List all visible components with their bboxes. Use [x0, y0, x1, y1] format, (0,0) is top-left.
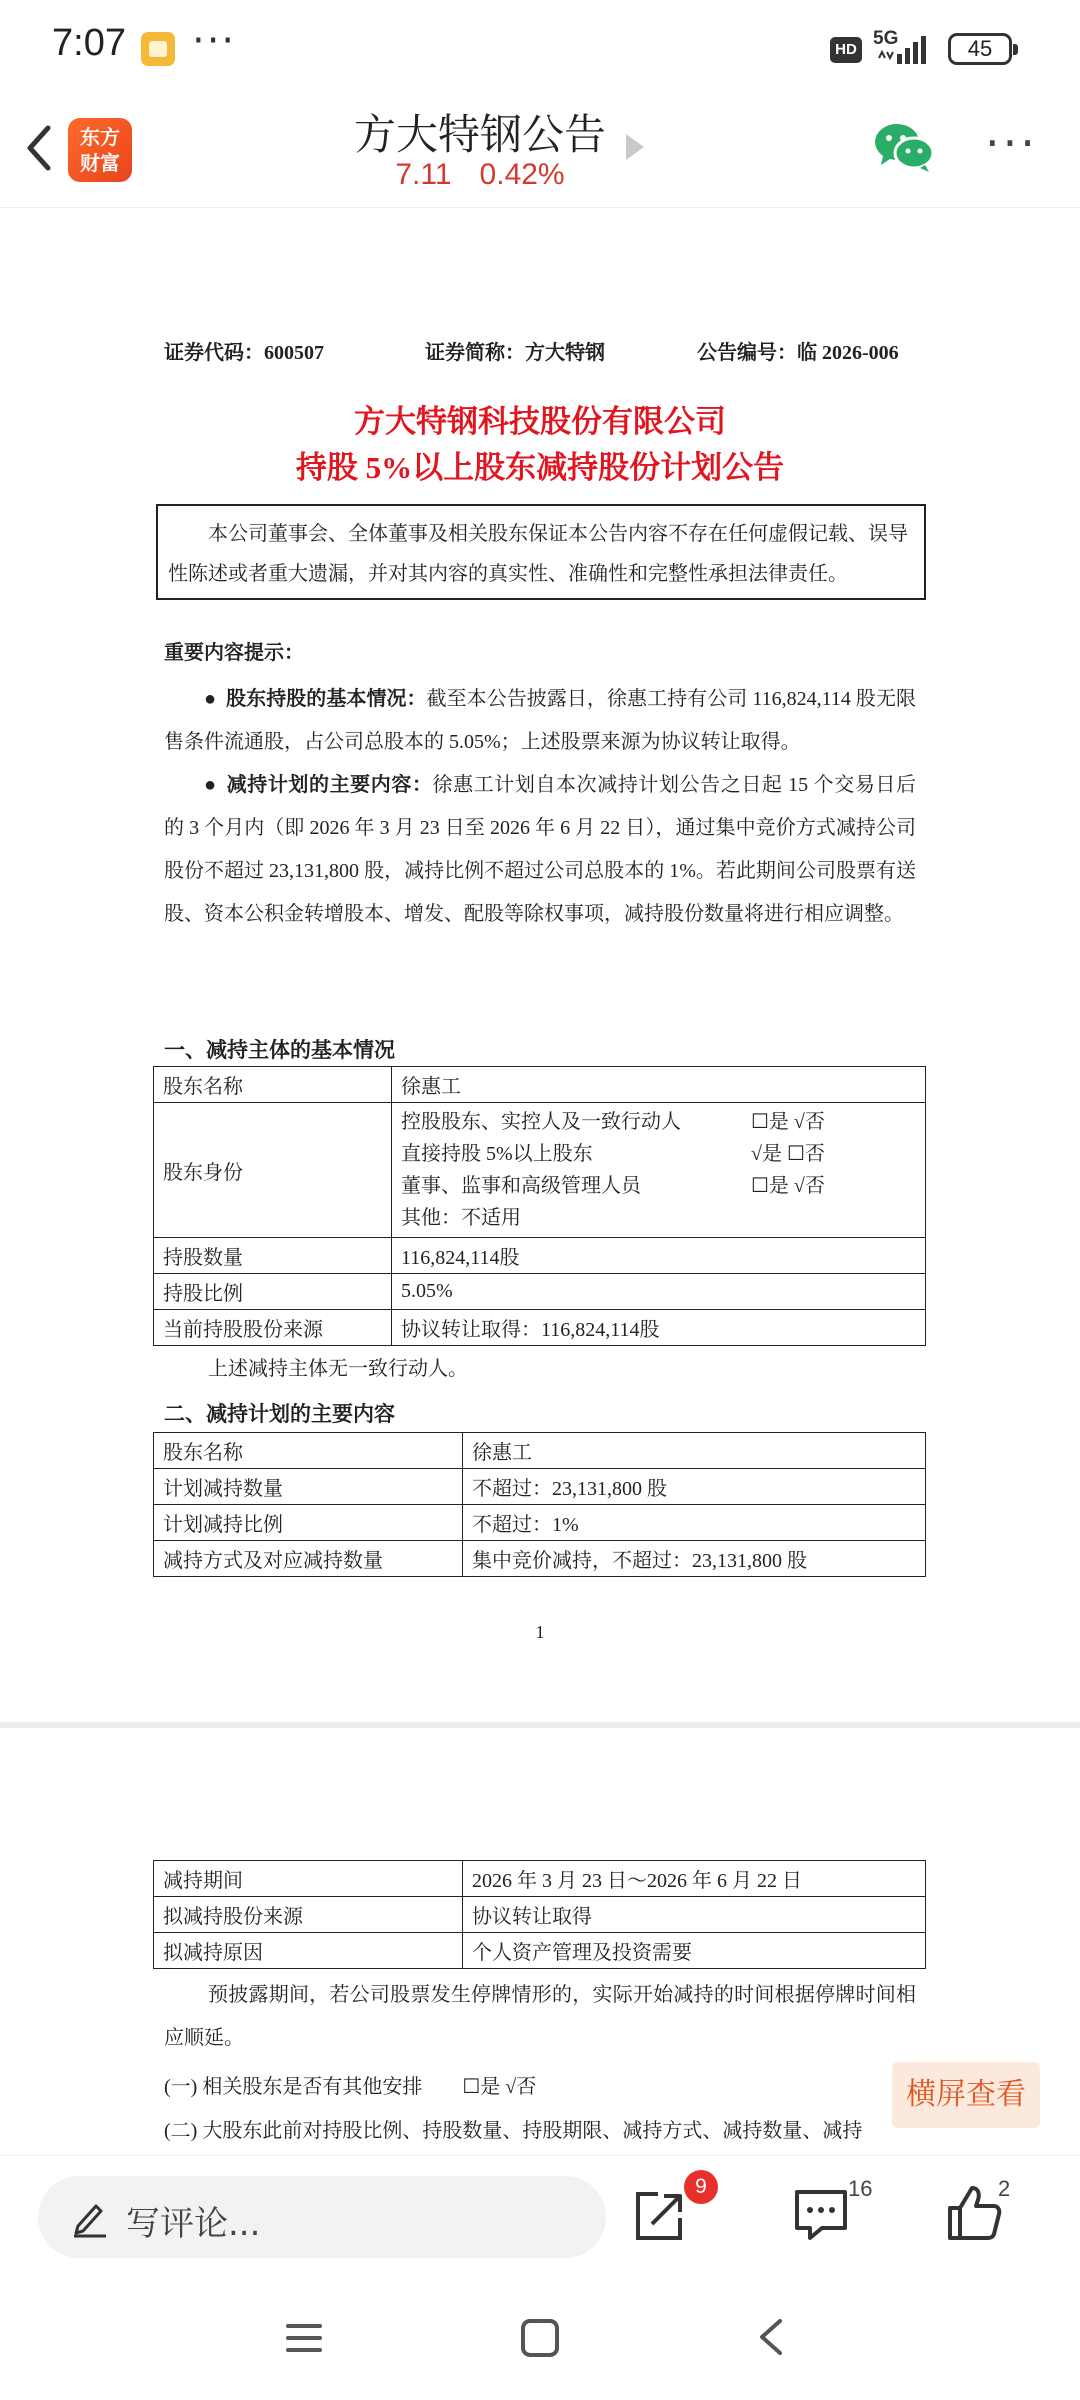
no-concert-note: 上述减持主体无一致行动人。 — [208, 1358, 468, 1380]
table-row — [154, 1310, 926, 1346]
table-row — [154, 1067, 926, 1103]
identity-cell — [392, 1103, 926, 1238]
bullet-2-label: 减持计划的主要内容： — [226, 774, 433, 796]
document-title-line2: 持股 5%以上股东减持股份计划公告 — [295, 450, 785, 485]
table-row — [154, 1505, 926, 1541]
reduction-plan-table — [153, 1432, 926, 1577]
like-icon[interactable] — [946, 2184, 1002, 2242]
table-row — [154, 1933, 926, 1969]
security-code: 证券代码：600507 — [164, 342, 324, 364]
recent-apps-icon[interactable] — [284, 2320, 324, 2356]
status-bar — [0, 0, 1080, 100]
expand-arrow-icon[interactable] — [626, 134, 644, 160]
section-2-title: 二、减持计划的主要内容 — [164, 1402, 395, 1426]
page-number: 1 — [535, 1622, 545, 1642]
network-type-label: 5G — [873, 28, 899, 49]
table-row — [154, 1541, 926, 1577]
table-cell-value: 集中竞价减持，不超过：23,131,800 股 — [463, 1541, 926, 1577]
table-cell-value: 116,824,114股 — [392, 1238, 926, 1274]
nav-back-icon[interactable] — [754, 2315, 788, 2359]
stock-quote — [0, 158, 960, 192]
bullet-2-text: 徐惠工计划自本次减持计划公告之日起 15 个交易日后的 3 个月内（即 2026 年 3 月 23 日至 2026 年 6 月 22 日），通过集中竞价方式减持公司股份不超过 23,131,800 股，减持比例不超过公司总股本的 1%。若此期间公司股票有送股、资本公积金转增股本、增发、配股等除权事项，减持股份数量将进行相应调整。 — [164, 774, 916, 925]
table-cell-label: 减持方式及对应减持数量 — [154, 1541, 463, 1577]
comment-placeholder: 写评论... — [126, 2204, 261, 2244]
hd-voice-icon: HD — [830, 37, 862, 63]
highlight-bullet-1 — [164, 678, 916, 764]
reduction-period-table — [153, 1860, 926, 1969]
table-cell-label: 股东名称 — [154, 1433, 463, 1469]
document-title-line1: 方大特钢科技股份有限公司 — [354, 404, 726, 439]
bullet-icon: ● — [204, 688, 217, 710]
table-cell-value: 不超过：1% — [463, 1505, 926, 1541]
identity-row: 董事、监事和高级管理人员 ☐是 √否 — [401, 1175, 825, 1197]
security-abbr: 证券简称：方大特钢 — [425, 342, 605, 364]
table-cell-value: 协议转让取得：116,824,114股 — [392, 1310, 926, 1346]
item-2: (二) 大股东此前对持股比例、持股数量、持股期限、减持方式、减持数量、减持 — [164, 2120, 863, 2142]
item-1: (一) 相关股东是否有其他安排 ☐是 √否 — [164, 2076, 537, 2098]
table-cell-value: 不超过：23,131,800 股 — [463, 1469, 926, 1505]
app-header — [0, 100, 1080, 208]
disclaimer-box: 本公司董事会、全体董事及相关股东保证本公告内容不存在任何虚假记载、误导性陈述或者重大遗漏，并对其内容的真实性、准确性和完整性承担法律责任。 — [156, 504, 926, 600]
logo-text-top: 东方 — [80, 125, 120, 149]
table-cell-value: 徐惠工 — [392, 1067, 926, 1103]
landscape-view-button[interactable]: 横屏查看 — [892, 2062, 1040, 2128]
logo-text-bottom: 财富 — [80, 151, 120, 175]
table-row — [154, 1238, 926, 1274]
share-count-badge: 9 — [684, 2170, 718, 2204]
table-cell-label: 计划减持数量 — [154, 1469, 463, 1505]
table-row — [154, 1469, 926, 1505]
suspension-note: 预披露期间，若公司股票发生停牌情形的，实际开始减持的时间根据停牌时间相应顺延。 — [164, 1984, 916, 2049]
table-row — [154, 1103, 926, 1238]
table-cell-value: 协议转让取得 — [463, 1897, 926, 1933]
more-options-icon[interactable]: ··· — [985, 116, 1038, 170]
table-cell-label: 拟减持股份来源 — [154, 1897, 463, 1933]
battery-icon: 45 — [948, 33, 1012, 65]
table-row — [154, 1433, 926, 1469]
pen-icon — [70, 2196, 110, 2238]
table-cell-label: 拟减持原因 — [154, 1933, 463, 1969]
highlight-bullet-2 — [164, 764, 916, 936]
bullet-icon: ● — [204, 774, 217, 796]
signal-icon — [875, 32, 935, 66]
status-time: 7:07 — [52, 22, 126, 64]
table-cell-label: 持股数量 — [154, 1238, 392, 1274]
comments-icon[interactable] — [792, 2186, 850, 2242]
identity-row: 直接持股 5%以上股东 √是 ☐否 — [401, 1143, 825, 1165]
bullet-1-text: 截至本公告披露日，徐惠工持有公司 116,824,114 股无限售条件流通股，占公司总股本的 5.05%；上述股票来源为协议转让取得。 — [164, 688, 916, 753]
share-icon[interactable] — [630, 2186, 690, 2246]
table-cell-value: 个人资产管理及投资需要 — [463, 1933, 926, 1969]
stock-change: 0.42% — [479, 158, 565, 191]
like-count: 2 — [998, 2176, 1011, 2201]
table-cell-label: 计划减持比例 — [154, 1505, 463, 1541]
shareholder-info-table — [153, 1066, 926, 1346]
page-separator — [0, 1722, 1080, 1728]
announcement-number: 公告编号：临 2026-006 — [697, 342, 899, 364]
table-cell-label: 当前持股股份来源 — [154, 1310, 392, 1346]
table-cell-value: 5.05% — [392, 1274, 926, 1310]
identity-row: 控股股东、实控人及一致行动人 ☐是 √否 — [401, 1111, 825, 1133]
identity-row: 其他：不适用 — [401, 1207, 521, 1229]
wechat-share-icon[interactable] — [873, 120, 935, 174]
home-icon[interactable] — [521, 2319, 559, 2357]
comment-count: 16 — [848, 2176, 873, 2201]
table-row — [154, 1897, 926, 1933]
table-cell-label: 减持期间 — [154, 1861, 463, 1897]
table-row — [154, 1861, 926, 1897]
table-cell-label: 股东名称 — [154, 1067, 392, 1103]
table-cell-label: 股东身份 — [154, 1103, 392, 1238]
stock-title[interactable]: 方大特钢公告 — [353, 110, 606, 159]
system-nav-bar — [0, 2285, 1080, 2400]
highlights-heading: 重要内容提示： — [164, 642, 304, 664]
comment-input[interactable] — [38, 2176, 606, 2258]
section-1-title: 一、减持主体的基本情况 — [164, 1038, 395, 1062]
more-notifications-icon: ··· — [192, 18, 237, 64]
stock-price: 7.11 — [395, 158, 452, 191]
table-cell-value: 2026 年 3 月 23 日～2026 年 6 月 22 日 — [463, 1861, 926, 1897]
table-cell-label: 持股比例 — [154, 1274, 392, 1310]
table-row — [154, 1274, 926, 1310]
bottom-action-bar — [0, 2155, 1080, 2285]
bullet-1-label: 股东持股的基本情况： — [226, 688, 427, 710]
table-cell-value: 徐惠工 — [463, 1433, 926, 1469]
notification-app-icon — [141, 32, 175, 66]
